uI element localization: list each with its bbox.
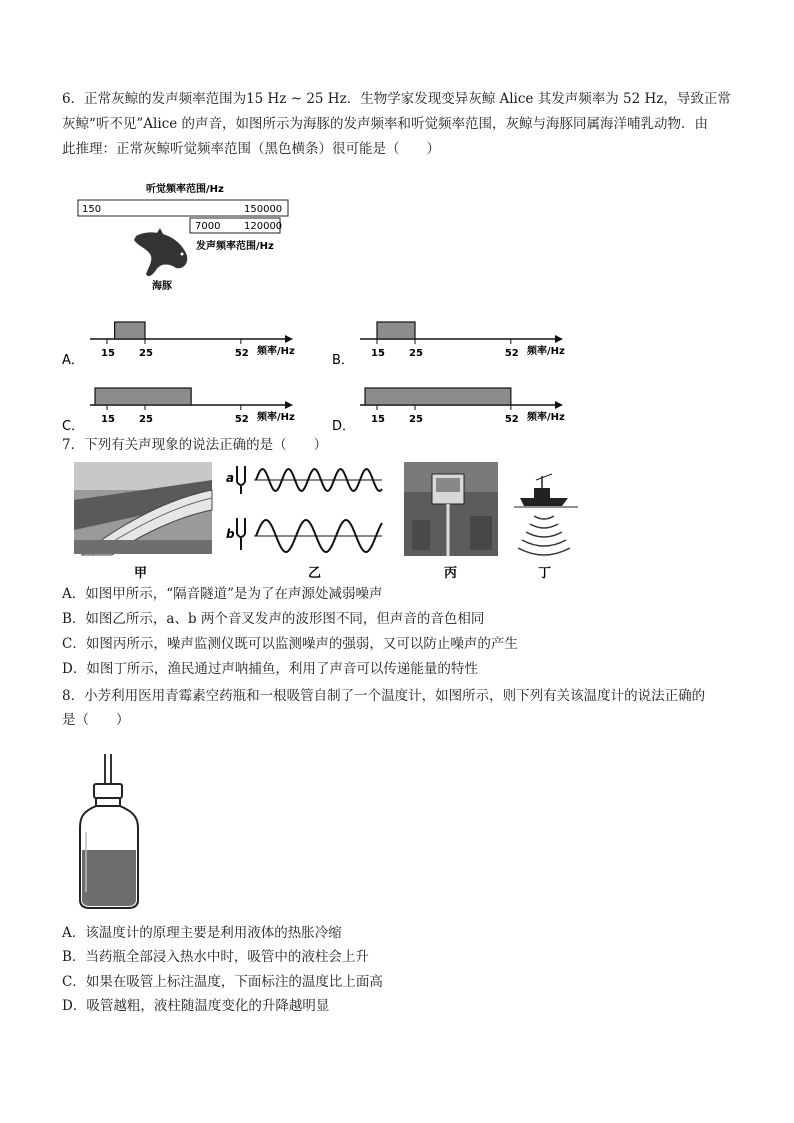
q6-stem-line1: 6．正常灰鲸的发声频率范围为15 Hz ~ 25 Hz．生物学家发现变异灰鲸 Alice 其发声频率为 52 Hz，导致正常 bbox=[62, 91, 731, 107]
axis-unit-label: 频率/Hz bbox=[257, 412, 295, 423]
tick-label: 25 bbox=[409, 414, 423, 425]
q6-option-c bbox=[62, 388, 295, 434]
hearing-bar bbox=[377, 322, 415, 339]
q8-option-a: A．该温度计的原理主要是利用液体的热胀冷缩 bbox=[62, 925, 342, 941]
tick-label: 15 bbox=[101, 414, 115, 425]
dolphin-frequency-figure bbox=[76, 178, 296, 293]
q8-option-d: D．吸管越粗，液柱随温度变化的升降越明显 bbox=[62, 998, 330, 1014]
q8-stem-line2: 是（ ） bbox=[62, 712, 130, 728]
sound-max-label: 120000 bbox=[244, 221, 283, 232]
axis-unit-label: 频率/Hz bbox=[527, 346, 565, 357]
q6-option-d bbox=[332, 388, 565, 434]
hearing-bar bbox=[95, 388, 191, 405]
q6-stem-line2: 灰鲸“听不见”Alice 的声音，如图所示为海豚的发声频率和听觉频率范围，灰鲸与海豚同属海洋哺乳动物．由 bbox=[62, 116, 709, 132]
tick-label: 52 bbox=[504, 414, 519, 425]
q6-options-figure bbox=[60, 312, 580, 434]
q7-option-c: C．如图丙所示，噪声监测仪既可以监测噪声的强弱，又可以防止噪声的产生 bbox=[62, 636, 518, 652]
dolphin-image bbox=[134, 228, 187, 276]
tick-label: 52 bbox=[234, 414, 249, 425]
bottle-thermometer-image bbox=[76, 752, 146, 912]
tick-label: 25 bbox=[139, 414, 153, 425]
hearing-max-label: 150000 bbox=[244, 204, 283, 215]
axis-arrow bbox=[285, 335, 293, 343]
option-letter: D． bbox=[332, 419, 356, 434]
sonar-boat-image bbox=[514, 474, 578, 555]
caption-bing: 丙 bbox=[444, 566, 458, 581]
hearing-min-label: 150 bbox=[82, 204, 102, 215]
q6-option-b bbox=[332, 322, 565, 368]
q7-option-b: B．如图乙所示，a、b 两个音叉发声的波形图不同，但声音的音色相同 bbox=[62, 611, 485, 627]
caption-jia: 甲 bbox=[134, 566, 148, 581]
caption-yi: 乙 bbox=[308, 566, 322, 581]
noise-monitor-image bbox=[404, 462, 498, 556]
tick-label: 25 bbox=[139, 348, 153, 359]
caption-ding: 丁 bbox=[538, 566, 552, 581]
dolphin-label: 海豚 bbox=[152, 281, 172, 292]
tick-label: 52 bbox=[234, 348, 249, 359]
q6-option-a bbox=[62, 322, 295, 368]
tick-label: 25 bbox=[409, 348, 423, 359]
fork-a-label: a bbox=[226, 471, 235, 485]
q7-option-d: D．如图丁所示，渔民通过声呐捕鱼，利用了声音可以传递能量的特性 bbox=[62, 661, 478, 677]
axis-unit-label: 频率/Hz bbox=[527, 412, 565, 423]
tick-label: 52 bbox=[504, 348, 519, 359]
hearing-range-label: 听觉频率范围/Hz bbox=[146, 184, 224, 195]
q8-option-b: B．当药瓶全部浸入热水中时，吸管中的液柱会上升 bbox=[62, 949, 369, 965]
tuning-fork-waveforms bbox=[226, 466, 382, 552]
sound-range-label: 发声频率范围/Hz bbox=[196, 241, 274, 252]
tick-label: 15 bbox=[371, 414, 385, 425]
option-letter: A． bbox=[62, 353, 84, 368]
hearing-bar bbox=[365, 388, 511, 405]
axis-arrow bbox=[555, 335, 563, 343]
axis-arrow bbox=[555, 401, 563, 409]
q7-option-a: A．如图甲所示，“隔音隧道”是为了在声源处减弱噪声 bbox=[62, 586, 383, 602]
option-letter: C． bbox=[62, 419, 85, 434]
axis-unit-label: 频率/Hz bbox=[257, 346, 295, 357]
axis-arrow bbox=[285, 401, 293, 409]
q6-stem-line3: 此推理：正常灰鲸听觉频率范围（黑色横条）很可能是（ ） bbox=[62, 141, 440, 157]
tick-label: 15 bbox=[371, 348, 385, 359]
soundproof-tunnel-image bbox=[74, 462, 212, 555]
q8-stem-line1: 8．小芳利用医用青霉素空药瓶和一根吸管自制了一个温度计，如图所示，则下列有关该温度计的说法正确的 bbox=[62, 688, 706, 704]
fork-b-label: b bbox=[226, 527, 235, 541]
hearing-bar bbox=[115, 322, 145, 339]
tick-label: 15 bbox=[101, 348, 115, 359]
q7-figures bbox=[72, 460, 592, 582]
sound-min-label: 7000 bbox=[195, 221, 221, 232]
q8-option-c: C．如果在吸管上标注温度，下面标注的温度比上面高 bbox=[62, 974, 383, 990]
q7-stem: 7．下列有关声现象的说法正确的是（ ） bbox=[62, 437, 328, 453]
option-letter: B． bbox=[332, 353, 354, 368]
